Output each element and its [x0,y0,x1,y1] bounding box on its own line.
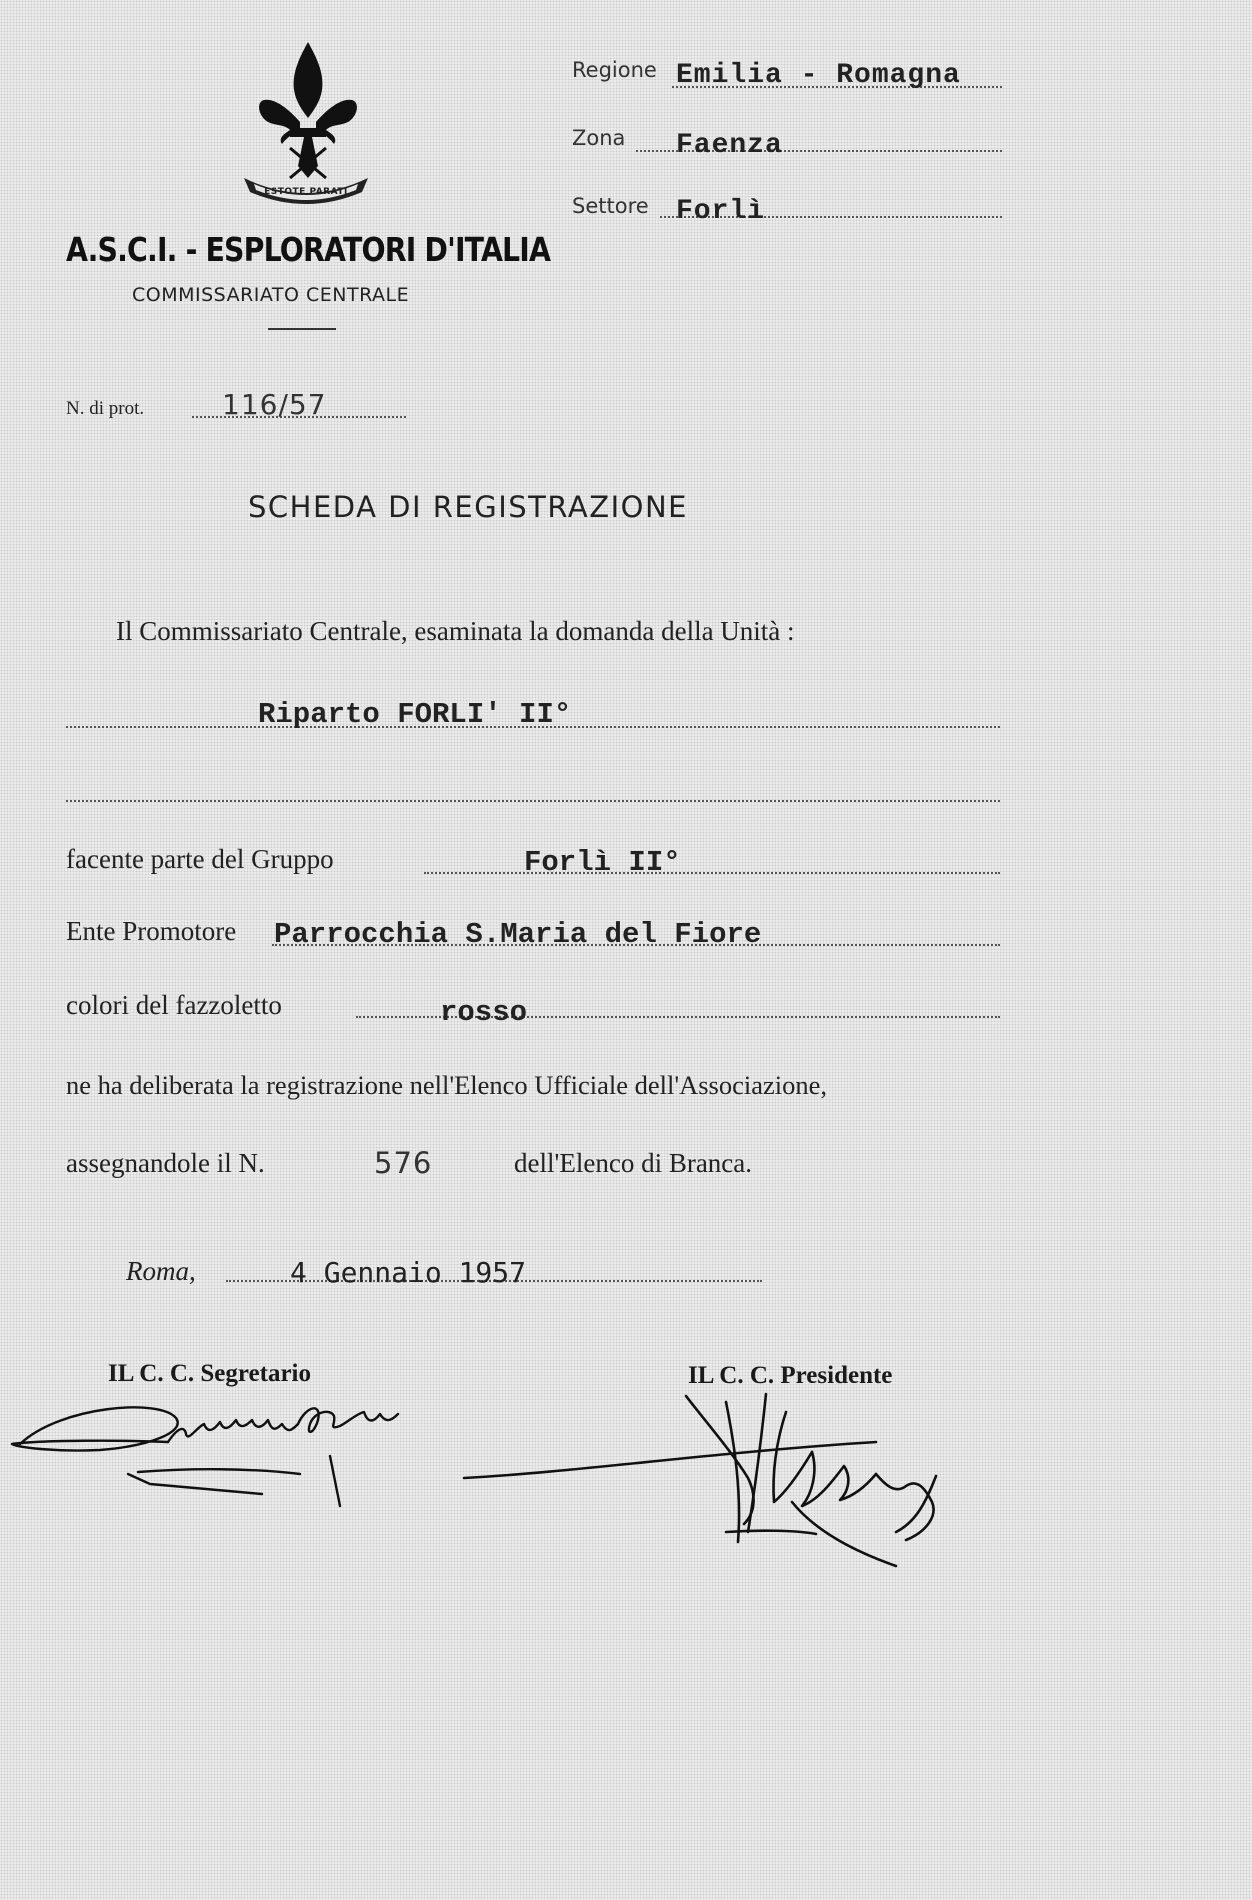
organization-subtitle: COMMISSARIATO CENTRALE [132,284,410,306]
organization-name: A.S.C.I. - ESPLORATORI D'ITALIA [66,230,551,269]
regione-label: Regione [572,58,657,82]
zona-label: Zona [572,126,626,150]
settore-value: Forlì [676,196,766,227]
gruppo-dotted-line [424,872,1000,874]
date-row [126,1254,762,1294]
right-signatory-title: IL C. C. Presidente [688,1362,893,1389]
ente-row [66,916,1000,952]
zona-value: Faenza [676,130,783,161]
zona-row [572,126,1002,160]
settore-label: Settore [572,194,649,218]
protocol-row [66,390,406,424]
date-value: 4 Gennaio 1957 [290,1256,527,1289]
unit-name: Riparto FORLI' II° [258,698,572,731]
colori-row [66,990,1000,1029]
settore-row [572,194,1002,228]
motto-text: ESTOTE PARATI [264,187,348,197]
ente-value: Parrocchia S.Maria del Fiore [274,918,762,951]
document-title: SCHEDA DI REGISTRAZIONE [248,490,688,524]
gruppo-label: facente parte del Gruppo [66,844,334,874]
date-place: Roma, [126,1256,196,1286]
protocol-label: N. di prot. [66,398,145,419]
ente-label: Ente Promotore [66,916,237,946]
left-signature [0,1384,420,1514]
colori-value: rosso [440,996,528,1029]
gruppo-value: Forlì II° [524,846,681,879]
gruppo-row [66,844,1000,880]
right-signature [456,1382,976,1568]
regione-value: Emilia - Romagna [676,60,961,91]
unit-row [66,700,1000,734]
assegn-row [66,1146,1000,1186]
left-signatory-title: IL C. C. Segretario [108,1360,311,1387]
assegn-number: 576 [374,1146,433,1180]
delibera-text: ne ha deliberata la registrazione nell'Elenco Ufficiale dell'Associazione, [66,1070,828,1100]
intro-text: Il Commissariato Centrale, esaminata la domanda della Unità : [116,616,795,646]
colori-label: colori del fazzoletto [66,990,282,1020]
assegn-suffix: dell'Elenco di Branca. [514,1148,753,1178]
assegn-label: assegnandole il N. [66,1148,265,1178]
unit-second-line [66,800,1000,802]
divider [268,328,336,330]
regione-row [572,58,1002,92]
protocol-number: 116/57 [222,388,327,421]
